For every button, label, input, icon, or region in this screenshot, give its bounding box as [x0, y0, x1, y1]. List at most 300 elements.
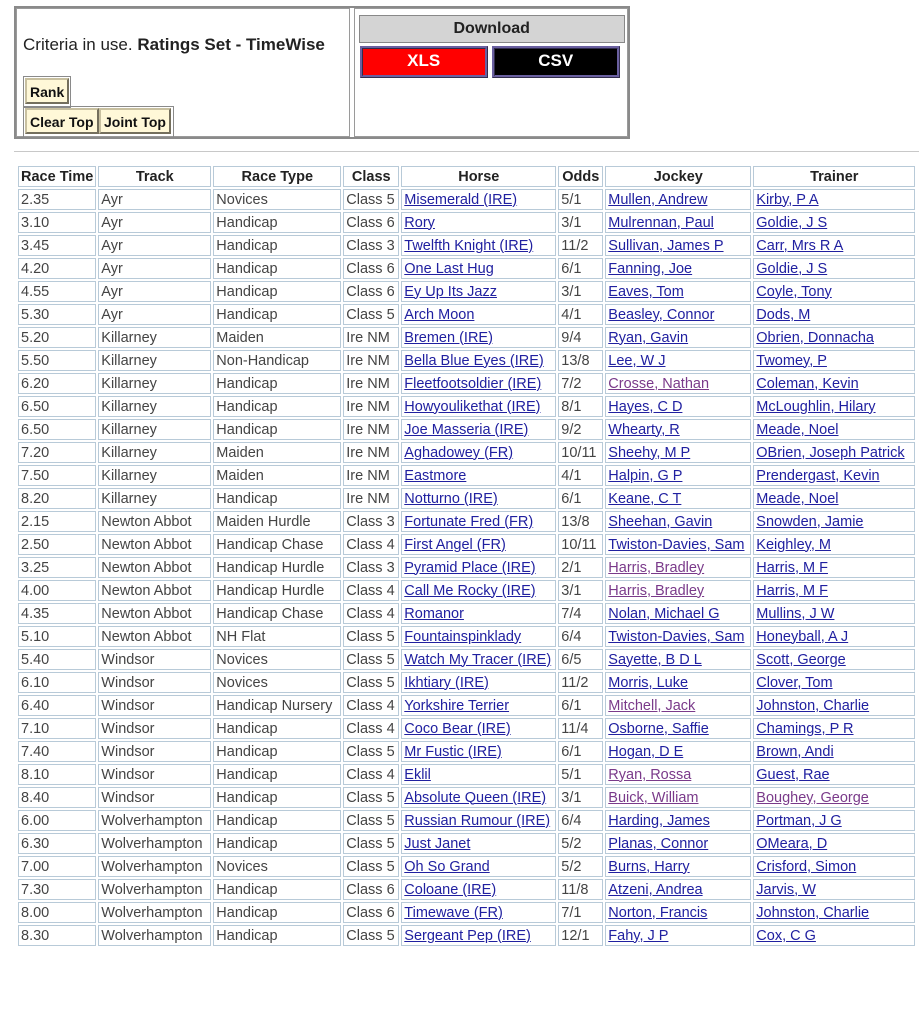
track-cell: Windsor: [98, 764, 211, 785]
trainer-cell: [753, 741, 915, 762]
class-cell: Ire NM: [343, 442, 399, 463]
trainer-cell: [753, 396, 915, 417]
odds-cell: 6/5: [558, 649, 603, 670]
column-header-race-type[interactable]: Race Type: [213, 166, 341, 187]
race-type-cell: Maiden Hurdle: [213, 511, 341, 532]
trainer-link[interactable]: Prendergast, Kevin: [756, 467, 880, 484]
odds-cell: 5/2: [558, 833, 603, 854]
race-time-cell: 6.00: [18, 810, 96, 831]
table-row: [18, 281, 915, 302]
rank-button[interactable]: Rank: [25, 78, 69, 104]
jockey-link[interactable]: Crosse, Nathan: [608, 375, 710, 392]
divider: [14, 151, 919, 152]
jockey-link[interactable]: Fanning, Joe: [608, 260, 693, 277]
horse-link[interactable]: Fleetfootsoldier (IRE): [404, 375, 542, 392]
criteria-panel: [14, 6, 630, 139]
horse-cell: [401, 511, 556, 532]
class-cell: Class 5: [343, 649, 399, 670]
horse-link[interactable]: Watch My Tracer (IRE): [404, 651, 552, 668]
trainer-link[interactable]: Obrien, Donnacha: [756, 329, 874, 346]
class-cell: Class 4: [343, 764, 399, 785]
horse-link[interactable]: Oh So Grand: [404, 858, 490, 875]
horse-cell: [401, 465, 556, 486]
race-type-cell: Maiden: [213, 442, 341, 463]
table-row: [18, 626, 915, 647]
race-time-cell: 8.30: [18, 925, 96, 946]
jockey-cell: [605, 764, 751, 785]
trainer-cell: [753, 258, 915, 279]
jockey-cell: [605, 281, 751, 302]
jockey-cell: [605, 235, 751, 256]
odds-cell: 6/1: [558, 258, 603, 279]
trainer-link[interactable]: Goldie, J S: [756, 214, 828, 231]
trainer-link[interactable]: Dods, M: [756, 306, 811, 323]
track-cell: Ayr: [98, 304, 211, 325]
horse-link[interactable]: Aghadowey (FR): [404, 444, 514, 461]
race-time-cell: 4.55: [18, 281, 96, 302]
horse-cell: [401, 373, 556, 394]
track-cell: Wolverhampton: [98, 879, 211, 900]
race-time-cell: 8.00: [18, 902, 96, 923]
horse-cell: [401, 672, 556, 693]
clear-top-button[interactable]: Clear Top: [25, 108, 99, 134]
jockey-cell: [605, 488, 751, 509]
jockey-cell: [605, 327, 751, 348]
horse-link[interactable]: Romanor: [404, 605, 464, 622]
race-type-cell: Handicap: [213, 741, 341, 762]
track-cell: Wolverhampton: [98, 856, 211, 877]
ratings-set-label: Ratings Set - TimeWise: [137, 35, 325, 54]
horse-cell: [401, 327, 556, 348]
column-header-odds[interactable]: Odds: [558, 166, 603, 187]
jockey-link[interactable]: Halpin, G P: [608, 467, 683, 484]
odds-cell: 6/4: [558, 626, 603, 647]
trainer-cell: [753, 373, 915, 394]
jockey-link[interactable]: Mulrennan, Paul: [608, 214, 714, 231]
trainer-cell: [753, 442, 915, 463]
table-row: [18, 304, 915, 325]
column-header-jockey[interactable]: Jockey: [605, 166, 751, 187]
track-cell: Windsor: [98, 718, 211, 739]
class-cell: Class 4: [343, 534, 399, 555]
column-header-race-time[interactable]: Race Time: [18, 166, 96, 187]
table-row: [18, 465, 915, 486]
horse-link[interactable]: Fountainspinklady: [404, 628, 522, 645]
table-row: [18, 580, 915, 601]
class-cell: Class 4: [343, 695, 399, 716]
trainer-link[interactable]: Johnston, Charlie: [756, 697, 870, 714]
jockey-link[interactable]: Morris, Luke: [608, 674, 689, 691]
horse-link[interactable]: Russian Rumour (IRE): [404, 812, 551, 829]
column-header-class[interactable]: Class: [343, 166, 399, 187]
trainer-link[interactable]: Cox, C G: [756, 927, 816, 944]
race-time-cell: 4.00: [18, 580, 96, 601]
jockey-cell: [605, 902, 751, 923]
jockey-link[interactable]: Harris, Bradley: [608, 559, 705, 576]
odds-cell: 3/1: [558, 281, 603, 302]
horse-cell: [401, 833, 556, 854]
odds-cell: 9/4: [558, 327, 603, 348]
trainer-link[interactable]: Coyle, Tony: [756, 283, 832, 300]
jockey-cell: [605, 695, 751, 716]
column-header-trainer[interactable]: Trainer: [753, 166, 915, 187]
track-cell: Windsor: [98, 649, 211, 670]
table-row: [18, 511, 915, 532]
trainer-link[interactable]: Chamings, P R: [756, 720, 854, 737]
horse-cell: [401, 488, 556, 509]
track-cell: Newton Abbot: [98, 580, 211, 601]
track-cell: Windsor: [98, 741, 211, 762]
track-cell: Newton Abbot: [98, 603, 211, 624]
jockey-link[interactable]: Fahy, J P: [608, 927, 669, 944]
trainer-cell: [753, 465, 915, 486]
horse-cell: [401, 534, 556, 555]
table-row: [18, 695, 915, 716]
trainer-link[interactable]: McLoughlin, Hilary: [756, 398, 876, 415]
race-type-cell: Handicap: [213, 488, 341, 509]
track-cell: Newton Abbot: [98, 534, 211, 555]
jockey-cell: [605, 810, 751, 831]
track-cell: Wolverhampton: [98, 833, 211, 854]
horse-link[interactable]: Howyoulikethat (IRE): [404, 398, 541, 415]
race-time-cell: 4.35: [18, 603, 96, 624]
table-row: [18, 787, 915, 808]
race-time-cell: 6.20: [18, 373, 96, 394]
horse-link[interactable]: Call Me Rocky (IRE): [404, 582, 536, 599]
track-cell: Killarney: [98, 465, 211, 486]
race-type-cell: Novices: [213, 672, 341, 693]
trainer-link[interactable]: Harris, M F: [756, 582, 828, 599]
jockey-cell: [605, 787, 751, 808]
jockey-link[interactable]: Hogan, D E: [608, 743, 684, 760]
track-cell: Ayr: [98, 189, 211, 210]
jockey-link[interactable]: Osborne, Saffie: [608, 720, 709, 737]
horse-cell: [401, 810, 556, 831]
race-time-cell: 8.40: [18, 787, 96, 808]
trainer-link[interactable]: Crisford, Simon: [756, 858, 857, 875]
jockey-cell: [605, 212, 751, 233]
class-cell: Class 5: [343, 741, 399, 762]
odds-cell: 8/1: [558, 396, 603, 417]
odds-cell: 13/8: [558, 511, 603, 532]
jockey-link[interactable]: Norton, Francis: [608, 904, 708, 921]
jockey-link[interactable]: Keane, C T: [608, 490, 682, 507]
jockey-link[interactable]: Sheehy, M P: [608, 444, 691, 461]
jockey-link[interactable]: Buick, William: [608, 789, 699, 806]
jockey-link[interactable]: Eaves, Tom: [608, 283, 684, 300]
jockey-cell: [605, 672, 751, 693]
horse-link[interactable]: Eklil: [404, 766, 431, 783]
horse-link[interactable]: Eastmore: [404, 467, 467, 484]
class-cell: Ire NM: [343, 327, 399, 348]
trainer-link[interactable]: Honeyball, A J: [756, 628, 849, 645]
track-cell: Wolverhampton: [98, 810, 211, 831]
race-type-cell: Handicap: [213, 304, 341, 325]
joint-top-button[interactable]: Joint Top: [99, 108, 171, 134]
class-cell: Ire NM: [343, 419, 399, 440]
horse-link[interactable]: First Angel (FR): [404, 536, 506, 553]
horse-link[interactable]: Yorkshire Terrier: [404, 697, 510, 714]
column-header-horse[interactable]: Horse: [401, 166, 556, 187]
horse-link[interactable]: Notturno (IRE): [404, 490, 498, 507]
trainer-cell: [753, 580, 915, 601]
jockey-cell: [605, 925, 751, 946]
horse-link[interactable]: Timewave (FR): [404, 904, 503, 921]
horse-link[interactable]: Bremen (IRE): [404, 329, 493, 346]
race-type-cell: Handicap: [213, 833, 341, 854]
jockey-link[interactable]: Sullivan, James P: [608, 237, 724, 254]
trainer-link[interactable]: Keighley, M: [756, 536, 831, 553]
track-cell: Killarney: [98, 350, 211, 371]
csv-download-button[interactable]: CSV: [492, 46, 620, 78]
track-cell: Windsor: [98, 695, 211, 716]
jockey-link[interactable]: Mullen, Andrew: [608, 191, 708, 208]
jockey-link[interactable]: Burns, Harry: [608, 858, 690, 875]
jockey-cell: [605, 879, 751, 900]
class-cell: Class 5: [343, 189, 399, 210]
trainer-link[interactable]: Goldie, J S: [756, 260, 828, 277]
jockey-link[interactable]: Ryan, Rossa: [608, 766, 692, 783]
jockey-cell: [605, 419, 751, 440]
xls-download-button[interactable]: XLS: [360, 46, 488, 78]
horse-link[interactable]: Rory: [404, 214, 435, 231]
trainer-cell: [753, 810, 915, 831]
trainer-link[interactable]: Meade, Noel: [756, 490, 839, 507]
jockey-cell: [605, 534, 751, 555]
trainer-cell: [753, 488, 915, 509]
horse-cell: [401, 856, 556, 877]
trainer-cell: [753, 787, 915, 808]
odds-cell: 10/11: [558, 442, 603, 463]
trainer-link[interactable]: Scott, George: [756, 651, 846, 668]
race-type-cell: Handicap Chase: [213, 603, 341, 624]
trainer-link[interactable]: Meade, Noel: [756, 421, 839, 438]
trainer-cell: [753, 189, 915, 210]
odds-cell: 11/2: [558, 672, 603, 693]
odds-cell: 7/4: [558, 603, 603, 624]
horse-link[interactable]: Sergeant Pep (IRE): [404, 927, 531, 944]
race-time-cell: 3.25: [18, 557, 96, 578]
race-time-cell: 8.20: [18, 488, 96, 509]
horse-cell: [401, 212, 556, 233]
jockey-link[interactable]: Beasley, Connor: [608, 306, 715, 323]
class-cell: Class 4: [343, 718, 399, 739]
trainer-link[interactable]: Kirby, P A: [756, 191, 819, 208]
race-time-cell: 2.50: [18, 534, 96, 555]
horse-cell: [401, 764, 556, 785]
horse-cell: [401, 902, 556, 923]
race-time-cell: 5.30: [18, 304, 96, 325]
class-cell: Class 5: [343, 787, 399, 808]
race-type-cell: Handicap Chase: [213, 534, 341, 555]
trainer-cell: [753, 235, 915, 256]
odds-cell: 4/1: [558, 304, 603, 325]
track-cell: Newton Abbot: [98, 557, 211, 578]
jockey-cell: [605, 833, 751, 854]
odds-cell: 3/1: [558, 787, 603, 808]
track-cell: Killarney: [98, 373, 211, 394]
trainer-link[interactable]: Twomey, P: [756, 352, 827, 369]
race-type-cell: Handicap: [213, 925, 341, 946]
race-type-cell: Handicap: [213, 212, 341, 233]
class-cell: Class 5: [343, 810, 399, 831]
horse-cell: [401, 695, 556, 716]
horse-cell: [401, 603, 556, 624]
trainer-cell: [753, 212, 915, 233]
jockey-cell: [605, 465, 751, 486]
horse-link[interactable]: Coloane (IRE): [404, 881, 497, 898]
criteria-box: [16, 8, 350, 137]
trainer-link[interactable]: Brown, Andi: [756, 743, 834, 760]
race-time-cell: 6.50: [18, 396, 96, 417]
jockey-link[interactable]: Planas, Connor: [608, 835, 709, 852]
trainer-link[interactable]: Clover, Tom: [756, 674, 833, 691]
jockey-link[interactable]: Twiston-Davies, Sam: [608, 536, 745, 553]
odds-cell: 5/1: [558, 189, 603, 210]
table-row: [18, 235, 915, 256]
table-row: [18, 327, 915, 348]
jockey-cell: [605, 258, 751, 279]
jockey-link[interactable]: Hayes, C D: [608, 398, 683, 415]
race-time-cell: 5.40: [18, 649, 96, 670]
track-cell: Killarney: [98, 488, 211, 509]
trainer-cell: [753, 764, 915, 785]
trainer-cell: [753, 511, 915, 532]
horse-link[interactable]: Ey Up Its Jazz: [404, 283, 497, 300]
trainer-link[interactable]: Boughey, George: [756, 789, 869, 806]
class-cell: Class 3: [343, 235, 399, 256]
race-time-cell: 6.50: [18, 419, 96, 440]
horse-link[interactable]: Twelfth Knight (IRE): [404, 237, 534, 254]
race-type-cell: Handicap: [213, 235, 341, 256]
race-type-cell: Handicap Hurdle: [213, 557, 341, 578]
horse-link[interactable]: Bella Blue Eyes (IRE): [404, 352, 544, 369]
horse-cell: [401, 304, 556, 325]
jockey-link[interactable]: Nolan, Michael G: [608, 605, 720, 622]
race-type-cell: NH Flat: [213, 626, 341, 647]
table-row: [18, 718, 915, 739]
race-time-cell: 7.10: [18, 718, 96, 739]
odds-cell: 3/1: [558, 580, 603, 601]
header-row: [18, 166, 915, 187]
horse-cell: [401, 281, 556, 302]
table-row: [18, 212, 915, 233]
track-cell: Ayr: [98, 235, 211, 256]
horse-link[interactable]: Mr Fustic (IRE): [404, 743, 502, 760]
horse-cell: [401, 925, 556, 946]
race-type-cell: Handicap: [213, 419, 341, 440]
trainer-link[interactable]: OBrien, Joseph Patrick: [756, 444, 905, 461]
race-time-cell: 6.40: [18, 695, 96, 716]
jockey-link[interactable]: Harris, Bradley: [608, 582, 705, 599]
trainer-link[interactable]: Snowden, Jamie: [756, 513, 864, 530]
odds-cell: 10/11: [558, 534, 603, 555]
trainer-link[interactable]: Harris, M F: [756, 559, 828, 576]
horse-link[interactable]: Ikhtiary (IRE): [404, 674, 489, 691]
trainer-link[interactable]: Mullins, J W: [756, 605, 835, 622]
track-cell: Killarney: [98, 419, 211, 440]
jockey-link[interactable]: Twiston-Davies, Sam: [608, 628, 745, 645]
trainer-link[interactable]: OMeara, D: [756, 835, 828, 852]
horse-cell: [401, 787, 556, 808]
race-type-cell: Handicap: [213, 902, 341, 923]
jockey-cell: [605, 189, 751, 210]
horse-link[interactable]: Absolute Queen (IRE): [404, 789, 547, 806]
trainer-link[interactable]: Johnston, Charlie: [756, 904, 870, 921]
trainer-cell: [753, 649, 915, 670]
jockey-link[interactable]: Lee, W J: [608, 352, 666, 369]
track-cell: Killarney: [98, 327, 211, 348]
odds-cell: 3/1: [558, 212, 603, 233]
horse-cell: [401, 879, 556, 900]
table-row: [18, 373, 915, 394]
table-row: [18, 603, 915, 624]
jockey-cell: [605, 580, 751, 601]
jockey-link[interactable]: Ryan, Gavin: [608, 329, 689, 346]
race-time-cell: 5.50: [18, 350, 96, 371]
odds-cell: 12/1: [558, 925, 603, 946]
horse-link[interactable]: Joe Masseria (IRE): [404, 421, 529, 438]
race-type-cell: Maiden: [213, 327, 341, 348]
jockey-cell: [605, 649, 751, 670]
trainer-link[interactable]: Carr, Mrs R A: [756, 237, 844, 254]
horse-link[interactable]: Just Janet: [404, 835, 471, 852]
jockey-link[interactable]: Sayette, B D L: [608, 651, 702, 668]
class-cell: Class 6: [343, 258, 399, 279]
class-cell: Class 4: [343, 580, 399, 601]
table-row: [18, 741, 915, 762]
race-time-cell: 8.10: [18, 764, 96, 785]
trainer-link[interactable]: Coleman, Kevin: [756, 375, 859, 392]
track-cell: Windsor: [98, 672, 211, 693]
race-type-cell: Handicap: [213, 396, 341, 417]
horse-link[interactable]: Misemerald (IRE): [404, 191, 518, 208]
horse-link[interactable]: Arch Moon: [404, 306, 475, 323]
track-cell: Killarney: [98, 396, 211, 417]
column-header-track[interactable]: Track: [98, 166, 211, 187]
horse-link[interactable]: Coco Bear (IRE): [404, 720, 511, 737]
table-row: [18, 396, 915, 417]
trainer-cell: [753, 672, 915, 693]
table-row: [18, 810, 915, 831]
trainer-link[interactable]: Guest, Rae: [756, 766, 830, 783]
horse-link[interactable]: Fortunate Fred (FR): [404, 513, 534, 530]
race-time-cell: 5.10: [18, 626, 96, 647]
jockey-link[interactable]: Mitchell, Jack: [608, 697, 696, 714]
race-time-cell: 7.50: [18, 465, 96, 486]
table-row: [18, 925, 915, 946]
jockey-link[interactable]: Sheehan, Gavin: [608, 513, 713, 530]
horse-link[interactable]: One Last Hug: [404, 260, 494, 277]
race-type-cell: Novices: [213, 189, 341, 210]
trainer-cell: [753, 626, 915, 647]
race-type-cell: Handicap: [213, 787, 341, 808]
table-row: [18, 833, 915, 854]
jockey-link[interactable]: Harding, James: [608, 812, 710, 829]
odds-cell: 6/4: [558, 810, 603, 831]
trainer-link[interactable]: Jarvis, W: [756, 881, 816, 898]
jockey-link[interactable]: Whearty, R: [608, 421, 680, 438]
jockey-link[interactable]: Atzeni, Andrea: [608, 881, 703, 898]
track-cell: Newton Abbot: [98, 626, 211, 647]
odds-cell: 2/1: [558, 557, 603, 578]
class-cell: Class 6: [343, 281, 399, 302]
horse-cell: [401, 396, 556, 417]
jockey-cell: [605, 304, 751, 325]
horse-link[interactable]: Pyramid Place (IRE): [404, 559, 536, 576]
jockey-cell: [605, 396, 751, 417]
trainer-link[interactable]: Portman, J G: [756, 812, 842, 829]
